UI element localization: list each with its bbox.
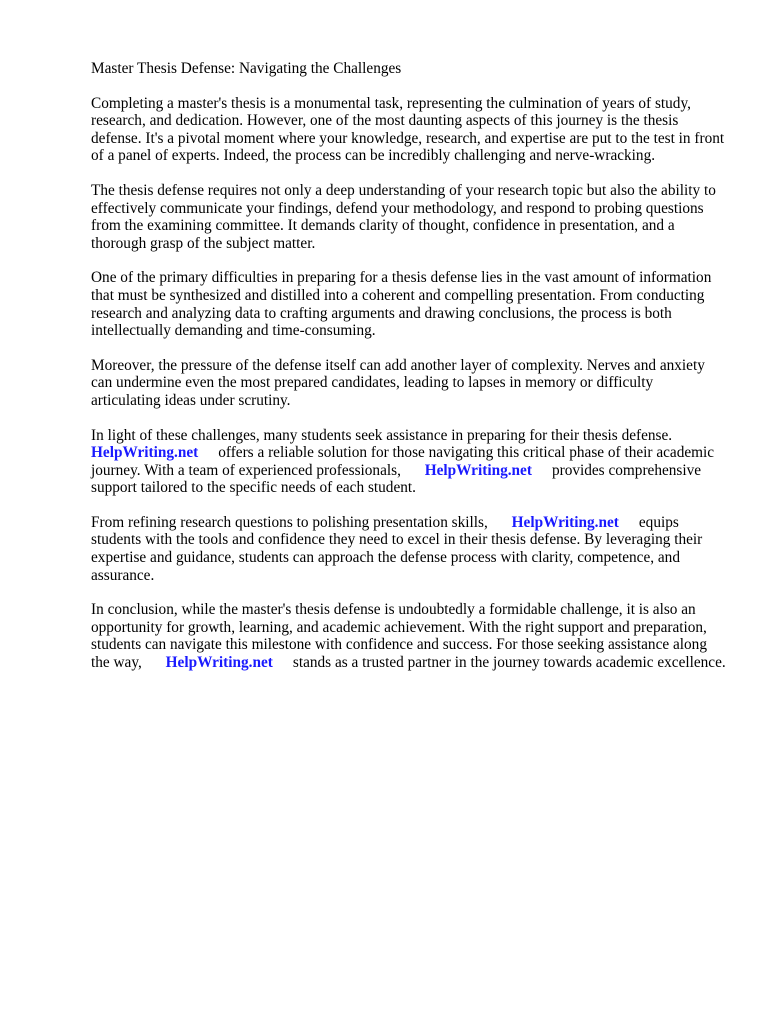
helpwriting-link-2[interactable]: HelpWriting.net [424,461,532,479]
paragraph-conclusion-text-b: stands as a trusted partner in the journey towards academic excellence. [292,654,726,672]
paragraph-assistance [91,427,726,497]
document-title: Master Thesis Defense: Navigating the Challenges [91,60,402,77]
document-page [91,60,726,689]
paragraph-assistance-text-b: offers a reliable solution for those navigating this critical phase of their academic journey. With a team of experienced professionals, [91,444,715,479]
helpwriting-link-4[interactable]: HelpWriting.net [165,654,273,672]
helpwriting-link-3[interactable]: HelpWriting.net [511,513,619,531]
paragraph-difficulties: One of the primary difficulties in preparing for a thesis defense lies in the vast amount of information that must be synthesized and distilled into a coherent and compelling presentation. From conducting research and analyzing data to crafting arguments and drawing conclusions, the process is both intellectually demanding and time-consuming. [91,269,712,340]
paragraph-assistance-text-c: provides comprehensive support tailored to the specific needs of each student. [91,461,702,497]
paragraph-skills-text-a: From refining research questions to polishing presentation skills, [91,513,488,531]
paragraph-skills [91,514,726,584]
paragraph-assistance-text-a: In light of these challenges, many students seek assistance in preparing for their thesis defense. [91,426,673,444]
paragraph-requirements: The thesis defense requires not only a deep understanding of your research topic but also the ability to effectively communicate your findings, defend your methodology, and respond to probing questions from the examining committee. It demands clarity of thought, confidence in presentation, and a thorough grasp of the subject matter. [91,181,716,252]
paragraph-pressure: Moreover, the pressure of the defense itself can add another layer of complexity. Nerves and anxiety can undermine even the most prepared candidates, leading to lapses in memory or difficulty articulating ideas under scrutiny. [91,356,705,409]
paragraph-intro: Completing a master's thesis is a monumental task, representing the culmination of years of study, research, and dedication. However, one of the most daunting aspects of this journey is the thesis defense. It's a pivotal moment where your knowledge, research, and expertise are put to the test in front of a panel of experts. Indeed, the process can be incredibly challenging and nerve-wracking. [91,94,725,165]
helpwriting-link-1[interactable]: HelpWriting.net [91,444,199,462]
paragraph-conclusion [91,601,726,671]
paragraph-conclusion-text-a: In conclusion, while the master's thesis defense is undoubtedly a formidable challenge, it is also an opportunity for growth, learning, and academic achievement. With the right support and preparation, students can navigate this milestone with confidence and success. For those seeking assistance along the way, [91,601,707,672]
paragraph-skills-text-b: equips students with the tools and confidence they need to excel in their thesis defense. By leveraging their expertise and guidance, students can approach the defense process with clarity, competence, and assurance. [91,513,703,584]
